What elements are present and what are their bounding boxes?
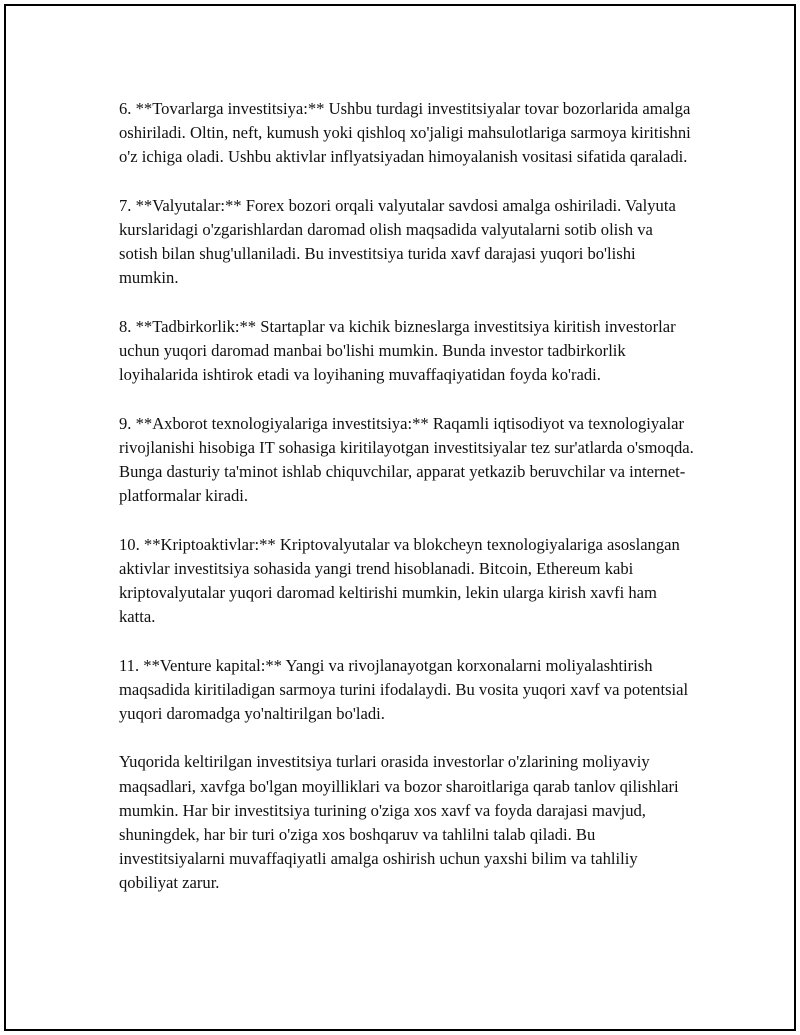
paragraph-information-technology: 9. **Axborot texnologiyalariga investitsiya:** Raqamli iqtisodiyot va texnologiyalar rivojlanishi hisobiga IT sohasiga kiritilayotgan investitsiyalar tez sur'atlarda o'smoqda. Bunga dasturiy ta'minot ishlab chiquvchilar, apparat yetkazib beruvchilar va internet-platformalar kiradi. bbox=[119, 413, 694, 506]
paragraph-currencies: 7. **Valyutalar:** Forex bozori orqali valyutalar savdosi amalga oshiriladi. Valyuta kurslaridagi o'zgarishlardan daromad olish maqsadida valyutalarni sotib olish va sotish bilan shug'ullaniladi. Bu investitsiya turida xavf darajasi yuqori bo'lishi mumkin. bbox=[119, 195, 676, 288]
paragraph-commodities: 6. **Tovarlarga investitsiya:** Ushbu turdagi investitsiyalar tovar bozorlarida amalga oshiriladi. Oltin, neft, kumush yoki qishloq xo'jaligi mahsulotlariga sarmoya kiritishni o'z ichiga oladi. Ushbu aktivlar inflyatsiyadan himoyalanish vositasi sifatida qaraladi. bbox=[119, 99, 691, 167]
paragraph-crypto-assets: 10. **Kriptoaktivlar:** Kriptovalyutalar va blokcheyn texnologiyalariga asoslangan aktivlar investitsiya sohasida yangi trend hisoblanadi. Bitcoin, Ethereum kabi kriptovalyutalar yuqori daromad keltirishi mumkin, lekin ularga kirish xavfi ham katta. bbox=[119, 534, 680, 627]
paragraph-entrepreneurship: 8. **Tadbirkorlik:** Startaplar va kichik bizneslarga investitsiya kiritish investorlar uchun yuqori daromad manbai bo'lishi mumkin. Bunda investor tadbirkorlik loyihalarida ishtirok etadi va loyihaning muvaffaqiyatidan foyda ko'radi. bbox=[119, 316, 676, 385]
paragraph-conclusion: Yuqorida keltirilgan investitsiya turlari orasida investorlar o'zlarining moliyaviy maqsadlari, xavfga bo'lgan moyilliklari va bozor sharoitlariga qarab tanlov qilishlari mumkin. Har bir investitsiya turining o'ziga xos xavf va foyda darajasi mavjud, shuningdek, har bir turi o'ziga xos boshqaruv va tahlilni talab qiladi. Bu investitsiyalarni muvaffaqiyatli amalga oshirish uchun yaxshi bilim va tahliliy qobiliyat zarur. bbox=[119, 752, 679, 893]
document-body bbox=[119, 97, 694, 896]
paragraph-venture-capital: 11. **Venture kapital:** Yangi va rivojlanayotgan korxonalarni moliyalashtirish maqsadida kiritiladigan sarmoya turini ifodalaydi. Bu vosita yuqori xavf va potentsial yuqori daromadga yo'naltirilgan bo'ladi. bbox=[119, 655, 689, 723]
document-page bbox=[4, 4, 796, 1031]
